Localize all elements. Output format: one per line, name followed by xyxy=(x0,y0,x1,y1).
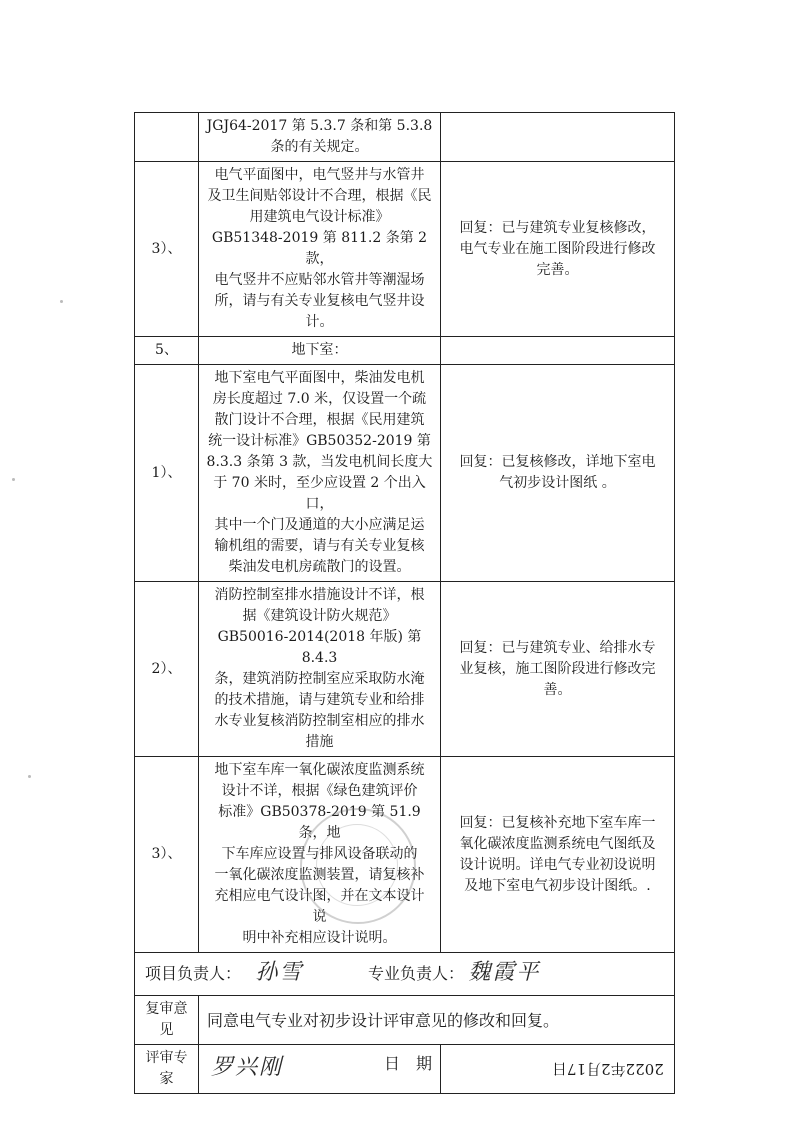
scan-speck xyxy=(60,300,63,303)
expert-signature: 罗兴刚 xyxy=(211,1055,284,1080)
row-number: 3）、 xyxy=(135,757,199,953)
review-opinion-text: 同意电气专业对初步设计评审意见的修改和回复。 xyxy=(199,996,675,1045)
review-table xyxy=(134,112,675,1094)
review-comment: 地下室车库一氧化碳浓度监测系统 设计不详，根据《绿色建筑评价 标准》GB50378-2019 第 51.9 条，地 下车库应设置与排风设备联动的 一氧化碳浓度监测装置，请复核补 充相应电气设计图，并在文本设计 说 明中补充相应设计说明。 xyxy=(199,757,441,953)
review-comment: 消防控制室排水措施设计不详，根 据《建筑设计防火规范》 GB50016-2014(2018 年版) 第 8.4.3 条，建筑消防控制室应采取防水淹 的技术措施，请与建筑专业和给排 水专业复核消防控制室相应的排水 措施 xyxy=(199,582,441,757)
row-number: 1）、 xyxy=(135,365,199,582)
review-row xyxy=(135,365,675,582)
lead-signature-row xyxy=(135,953,675,996)
review-row xyxy=(135,162,675,337)
review-comment: 电气平面图中，电气竖井与水管井 及卫生间贴邻设计不合理，根据《民 用建筑电气设计标准》 GB51348-2019 第 811.2 条第 2 款， 电气竖井不应贴邻水管井等潮湿场 所，请与有关专业复核电气竖井设 计。 xyxy=(199,162,441,337)
expert-row xyxy=(135,1045,675,1094)
review-opinion-label: 复审意见 xyxy=(135,996,199,1045)
discipline-lead-signature: 魏霞平 xyxy=(468,960,541,985)
row-number: 5、 xyxy=(135,337,199,365)
review-row xyxy=(135,113,675,162)
review-reply: 回复：已复核修改，详地下室电 气初步设计图纸 。 xyxy=(441,365,675,582)
date-value: 2022年2月17日 xyxy=(552,1060,664,1078)
row-number: 3）、 xyxy=(135,162,199,337)
scan-speck xyxy=(12,478,15,481)
review-reply: 回复：已与建筑专业复核修改， 电气专业在施工图阶段进行修改 完善。 xyxy=(441,162,675,337)
expert-label: 评审专家 xyxy=(135,1045,199,1094)
project-lead-signature: 孙雪 xyxy=(255,960,304,985)
review-comment: 地下室： xyxy=(199,337,441,365)
review-reply: 回复：已与建筑专业、给排水专 业复核，施工图阶段进行修改完 善。 xyxy=(441,582,675,757)
date-label: 日 期 xyxy=(383,1054,432,1073)
review-row xyxy=(135,757,675,953)
review-rows xyxy=(135,113,675,953)
review-row xyxy=(135,582,675,757)
review-reply xyxy=(441,337,675,365)
scan-speck xyxy=(28,775,31,778)
row-number: 2）、 xyxy=(135,582,199,757)
discipline-lead-label: 专业负责人： xyxy=(367,964,464,983)
review-comment: 地下室电气平面图中，柴油发电机 房长度超过 7.0 米，仅设置一个疏 散门设计不合理，根据《民用建筑 统一设计标准》GB50352-2019 第 8.3.3 条第 3 款，当发电机间长度大 于 70 米时，至少应设置 2 个出入口， 其中一个门及通道的大小应满足运 输机组的需要，请与有关专业复核 柴油发电机房疏散门的设置。 xyxy=(199,365,441,582)
row-number xyxy=(135,113,199,162)
review-opinion-row xyxy=(135,996,675,1045)
review-row xyxy=(135,337,675,365)
review-reply: 回复：已复核补充地下室车库一 氧化碳浓度监测系统电气图纸及 设计说明。详电气专业初设说明 及地下室电气初步设计图纸。. xyxy=(441,757,675,953)
review-reply xyxy=(441,113,675,162)
project-lead-label: 项目负责人： xyxy=(145,964,242,983)
review-comment: JGJ64-2017 第 5.3.7 条和第 5.3.8 条的有关规定。 xyxy=(199,113,441,162)
signature-section xyxy=(135,953,675,1094)
